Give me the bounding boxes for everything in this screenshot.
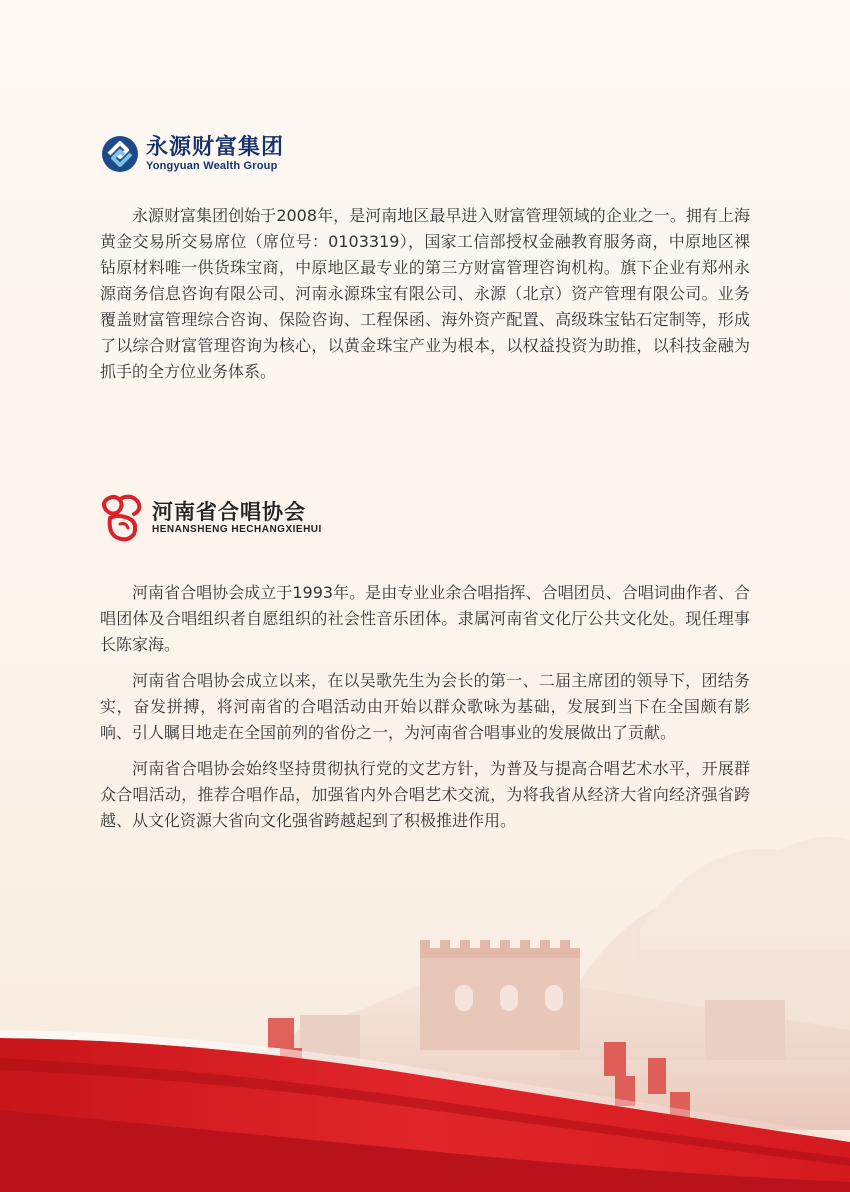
chorus-logo-icon bbox=[100, 492, 146, 544]
yongyuan-body bbox=[100, 203, 750, 385]
red-pillars bbox=[268, 1018, 690, 1118]
chorus-section bbox=[100, 492, 750, 844]
chorus-paragraph-3: 河南省合唱协会始终坚持贯彻执行党的文艺方针，为普及与提高合唱艺术水平，开展群众合唱活动，推荐合唱作品，加强省内外合唱艺术交流，为将我省从经济大省向经济强省跨越、从文化资源大省向文化强省跨越起到了积极推进作用。 bbox=[100, 759, 750, 830]
yongyuan-paragraph-1: 永源财富集团创始于2008年，是河南地区最早进入财富管理领域的企业之一。拥有上海黄金交易所交易席位（席位号：0103319），国家工信部授权金融教育服务商，中原地区裸钻原材料唯一供货珠宝商，中原地区最专业的第三方财富管理咨询机构。旗下企业有郑州永源商务信息咨询有限公司、河南永源珠宝有限公司、永源（北京）资产管理有限公司。业务覆盖财富管理综合咨询、保险咨询、工程保函、海外资产配置、高级珠宝钻石定制等，形成了以综合财富管理咨询为核心，以黄金珠宝产业为根本，以权益投资为助推，以科技金融为抓手的全方位业务体系。 bbox=[100, 206, 750, 381]
great-wall-illustration bbox=[250, 940, 850, 1130]
chorus-logo bbox=[100, 492, 750, 544]
yongyuan-logo-name-cn: 永源财富集团 bbox=[146, 135, 285, 160]
chorus-body bbox=[100, 580, 750, 834]
mountain-silhouette bbox=[560, 837, 850, 1060]
yongyuan-logo-name-en: Yongyuan Wealth Group bbox=[146, 160, 278, 172]
red-ribbon bbox=[0, 1030, 850, 1192]
chorus-paragraph-2: 河南省合唱协会成立以来，在以吴歌先生为会长的第一、二届主席团的领导下，团结务实，奋发拼搏，将河南省的合唱活动由开始以群众歌咏为基础，发展到当下在全国颇有影响、引人瞩目地走在全国前列的省份之一，为河南省合唱事业的发展做出了贡献。 bbox=[100, 671, 750, 742]
yongyuan-logo bbox=[100, 134, 750, 174]
chorus-logo-name-en: HENANSHENG HECHANGXIEHUI bbox=[152, 524, 322, 535]
yongyuan-section bbox=[100, 134, 750, 395]
chorus-logo-name-cn: 河南省合唱协会 bbox=[152, 500, 306, 524]
yongyuan-logo-icon bbox=[100, 134, 140, 174]
chorus-paragraph-1: 河南省合唱协会成立于1993年。是由专业业余合唱指挥、合唱团员、合唱词曲作者、合唱团体及合唱组织者自愿组织的社会性音乐团体。隶属河南省文化厅公共文化处。现任理事长陈家海。 bbox=[100, 583, 750, 654]
